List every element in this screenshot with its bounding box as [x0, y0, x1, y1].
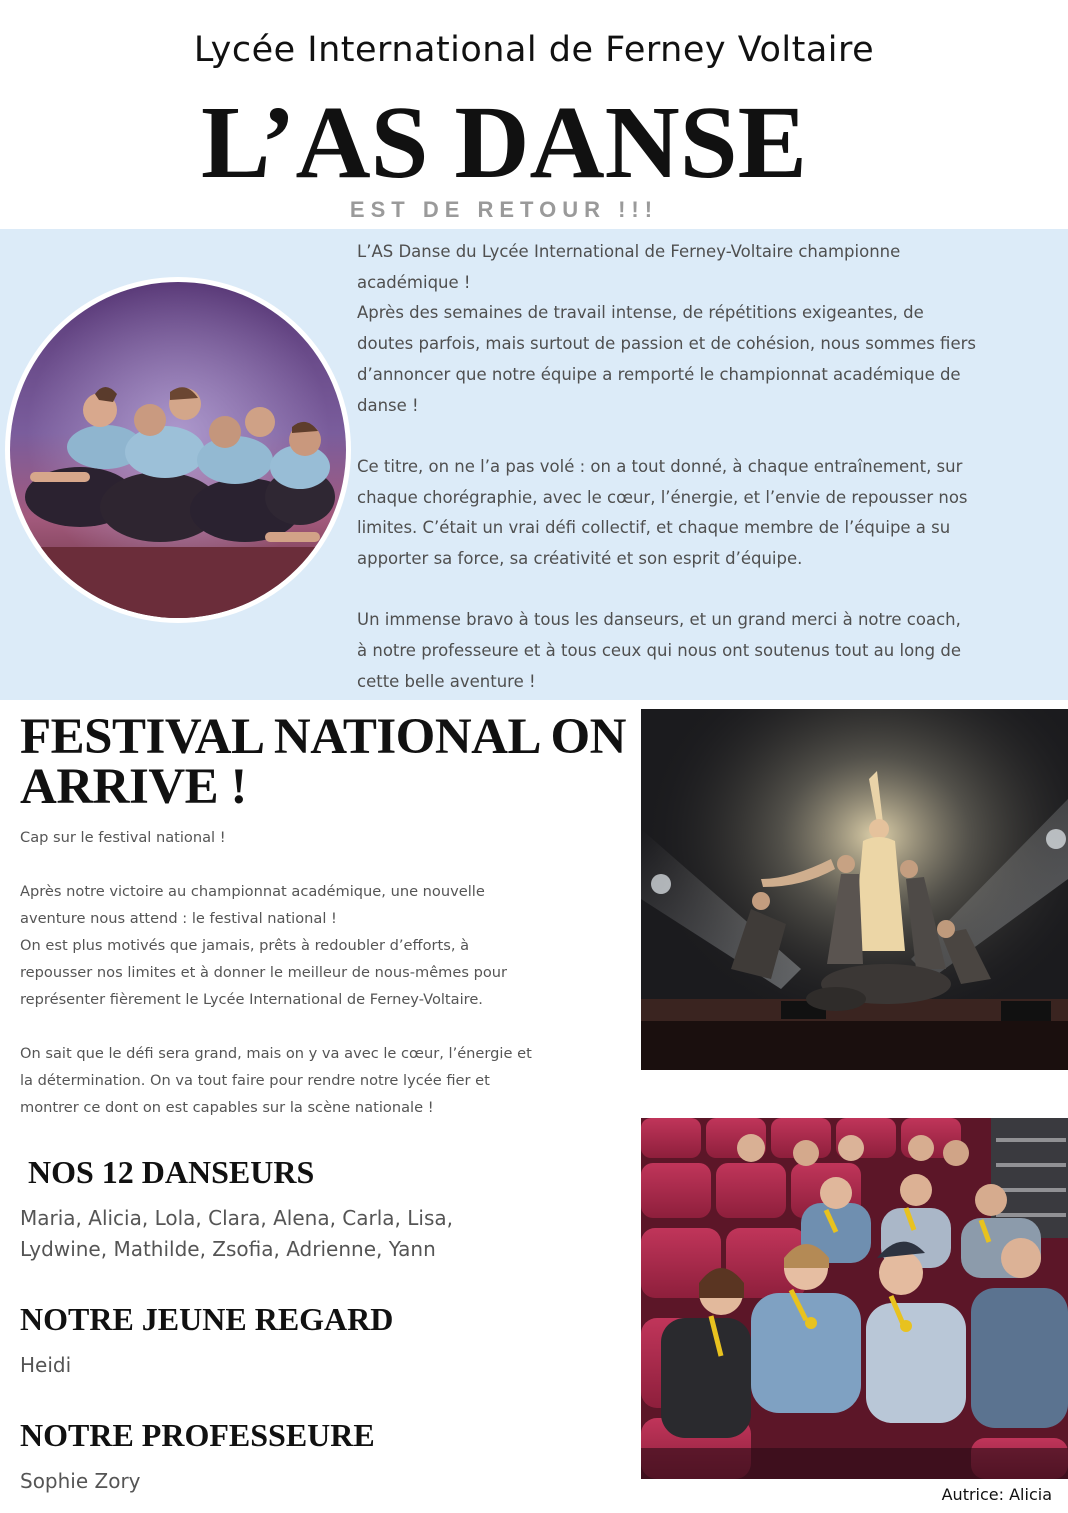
- festival-paragraph: On sait que le défi sera grand, mais on y va avec le cœur, l’énergie et la détermination. On va tout faire pour rendre notre lycée fier et montrer ce dont on est capables sur la scène nationale !: [20, 1045, 532, 1116]
- school-name: Lycée International de Ferney Voltaire: [193, 30, 875, 70]
- festival-paragraph: Après notre victoire au championnat académique, une nouvelle aventure nous attend : le festival national ! On est plus motivés que jamais, prêts à redoubler d’efforts, à repousser nos limites et à donner le meilleur de nous-mêmes pour représenter fièrement le Lycée International de Ferney-Voltaire.: [20, 883, 508, 1008]
- regard-heading: NOTRE JEUNE REGARD: [20, 1301, 394, 1337]
- intro-paragraph: L’AS Danse du Lycée International de Ferney-Voltaire championne académique ! Après des semaines de travail intense, de répétitions exigeantes, de doutes parfois, mais surtout de passion et de cohésion, nous sommes fiers d’annoncer que notre équipe a remporté le championnat académique de danse !: [357, 242, 976, 415]
- teacher-heading: NOTRE PROFESSEURE: [20, 1417, 375, 1453]
- festival-paragraph: Cap sur le festival national !: [20, 829, 226, 846]
- dancers-heading: NOS 12 DANSEURS: [28, 1154, 315, 1190]
- intro-paragraph: Ce titre, on ne l’a pas volé : on a tout donné, à chaque entraînement, sur chaque chorégraphie, avec le cœur, l’énergie, et l’envie de repousser nos limites. C’était un vrai défi collectif, et chaque membre de l’équipe a su apporter sa force, sa créativité et son esprit d’équipe.: [357, 456, 968, 569]
- author-credit: Autrice: Alicia: [941, 1485, 1052, 1504]
- team-group-photo: [641, 1118, 1068, 1479]
- dancers-list: Maria, Alicia, Lola, Clara, Alena, Carla, Lisa, Lydwine, Mathilde, Zsofia, Adrienne, Yann: [20, 1206, 453, 1261]
- intro-article: [357, 237, 1047, 698]
- dance-circle-photo-frame: [5, 277, 351, 623]
- regard-name: Heidi: [20, 1353, 72, 1377]
- festival-article: [20, 824, 620, 1121]
- festival-heading: FESTIVAL NATIONAL ON ARRIVE !: [20, 709, 626, 815]
- teacher-name: Sophie Zory: [20, 1469, 141, 1493]
- page-subtitle: EST DE RETOUR !!!: [349, 197, 659, 222]
- page-title: L’AS DANSE: [201, 85, 807, 200]
- intro-paragraph: Un immense bravo à tous les danseurs, et un grand merci à notre coach, à notre professeure et à tous ceux qui nous ont soutenus tout au long de cette belle aventure !: [357, 610, 961, 691]
- dance-circle-photo: [10, 282, 346, 618]
- stage-performance-photo: [641, 709, 1068, 1070]
